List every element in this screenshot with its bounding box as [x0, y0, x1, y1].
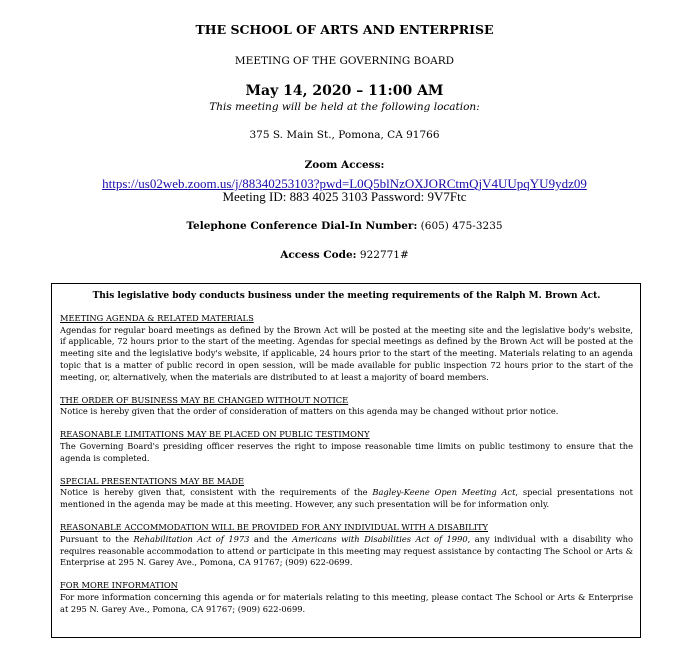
notice-section [60, 522, 633, 569]
telephone-label: Telephone Conference Dial-In Number: [186, 220, 418, 232]
meeting-title: MEETING OF THE GOVERNING BOARD [234, 55, 455, 67]
section-heading: FOR MORE INFORMATION [60, 580, 178, 591]
body-text: and the [249, 533, 293, 544]
meeting-datetime: May 14, 2020 – 11:00 AM [245, 83, 444, 99]
access-code-value: 922771# [359, 249, 409, 261]
meeting-address: 375 S. Main St., Pomona, CA 91766 [249, 129, 440, 141]
notice-section [60, 313, 633, 384]
body-text: , special presentations not mentioned in the agenda may be made at this meeting. However, any such presentation will be for information only. [60, 487, 633, 510]
meeting-id-line: Meeting ID: 883 4025 3103 Password: 9V7Ftc [222, 189, 467, 204]
section-heading: SPECIAL PRESENTATIONS MAY BE MADE [60, 475, 245, 486]
notice-title: This legislative body conducts business under the meeting requirements of the Ralph M. Brown Act. [92, 291, 601, 301]
section-body: For more information concerning this agenda or for materials relating to this meeting, please contact The School or Arts & Enterprise at 295 N. Garey Ave., Pomona, CA 91767; (909) 622-0699. [60, 591, 633, 614]
section-heading: THE ORDER OF BUSINESS MAY BE CHANGED WITHOUT NOTICE [60, 394, 349, 405]
zoom-link[interactable]: https://us02web.zoom.us/j/88340253103?pwd=L0Q5blNzOXJORCtmQjV4UUpqYU9ydz09 [102, 176, 587, 191]
brown-act-notice-box [51, 283, 641, 638]
act-name: Americans with Disabilities Act of 1990 [292, 533, 468, 544]
access-code-label: Access Code: [280, 249, 357, 261]
section-heading: REASONABLE LIMITATIONS MAY BE PLACED ON PUBLIC TESTIMONY [60, 429, 370, 440]
section-heading: REASONABLE ACCOMMODATION WILL BE PROVIDED FOR ANY INDIVIDUAL WITH A DISABILITY [60, 521, 489, 532]
body-text: , any individual with a disability who requires reasonable accommodation to attend or participate in this meeting may request assistance by contacting The School or Arts & Enterprise at 295 N. Garey Ave., Pomona, CA 91767; (909) 622-0699. [60, 533, 634, 568]
body-text: Notice is hereby given that, consistent with the requirements of the [60, 487, 373, 498]
act-name: Rehabilitation Act of 1973 [133, 533, 250, 544]
telephone-number: (605) 475-3235 [420, 220, 503, 232]
access-code-line [0, 249, 689, 261]
notice-section [60, 395, 633, 419]
section-body: The Governing Board's presiding officer reserves the right to impose reasonable time limits on public testimony to ensure that the agenda is completed. [60, 440, 633, 463]
school-title: THE SCHOOL OF ARTS AND ENTERPRISE [195, 22, 494, 37]
location-note: This meeting will be held at the following location: [209, 101, 480, 113]
zoom-label: Zoom Access: [304, 159, 385, 171]
notice-section [60, 476, 633, 511]
section-body [60, 487, 633, 511]
section-body: Agendas for regular board meetings as defined by the Brown Act will be posted at the meeting site and the legislative body's website, if applicable, 72 hours prior to the start of the meeting. Agendas for special meetings as defined by the Brown Act will be posted at the meeting site and the legislative body's website, if applicable, 24 hours prior to the start of the meeting. Materials relating to an agenda topic that is a matter of public record in open session, will be made available for public inspection 72 hours prior to the start of the meeting, or, alternatively, when the materials are distributed to at least a majority of board members. [60, 324, 633, 382]
section-body [60, 534, 633, 569]
act-name: Bagley-Keene Open Meeting Act [372, 487, 516, 498]
body-text: Pursuant to the [60, 533, 134, 544]
notice-section [60, 580, 633, 615]
telephone-line [0, 220, 689, 232]
notice-section [60, 429, 633, 464]
section-heading: MEETING AGENDA & RELATED MATERIALS [60, 312, 254, 323]
section-body: Notice is hereby given that the order of consideration of matters on this agenda may be changed without prior notice. [60, 406, 559, 417]
